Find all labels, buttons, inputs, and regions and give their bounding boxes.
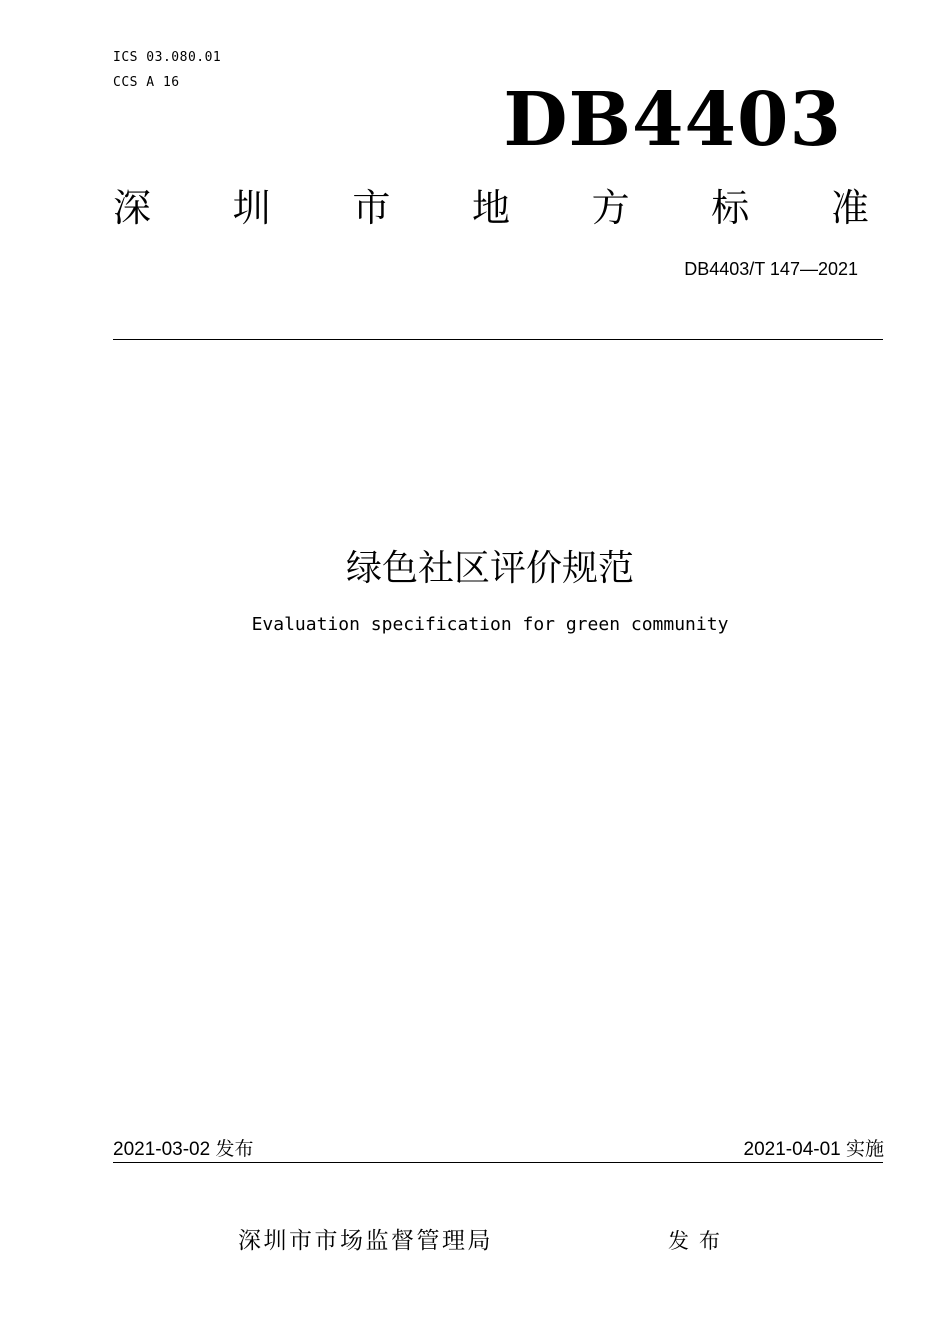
standard-type-char: 深 <box>113 186 152 230</box>
standard-type-char: 标 <box>711 186 750 230</box>
issue-label: 发布 <box>668 1229 730 1253</box>
document-title-en: Evaluation specification for green community <box>251 614 729 635</box>
ics-code: ICS 03.080.01 <box>113 50 222 65</box>
standard-mark: DB4403 <box>503 77 842 163</box>
issue-date: 2021-03-02 发布 <box>113 1139 254 1160</box>
standard-type-char: 方 <box>591 186 630 230</box>
standard-type-char: 市 <box>352 186 391 230</box>
issuing-authority: 深圳市市场监督管理局 <box>238 1228 493 1254</box>
ccs-code: CCS A 16 <box>113 75 180 90</box>
document-title-cn: 绿色社区评价规范 <box>345 548 634 589</box>
header-divider <box>113 339 883 340</box>
standard-number: DB4403/T 147—2021 <box>684 259 858 279</box>
footer-divider <box>113 1162 883 1163</box>
standard-type-char: 准 <box>830 186 869 230</box>
standard-type-char: 地 <box>471 186 510 230</box>
standard-type-heading <box>113 186 869 230</box>
standard-type-char: 圳 <box>232 186 271 230</box>
implementation-date: 2021-04-01 实施 <box>743 1139 884 1160</box>
